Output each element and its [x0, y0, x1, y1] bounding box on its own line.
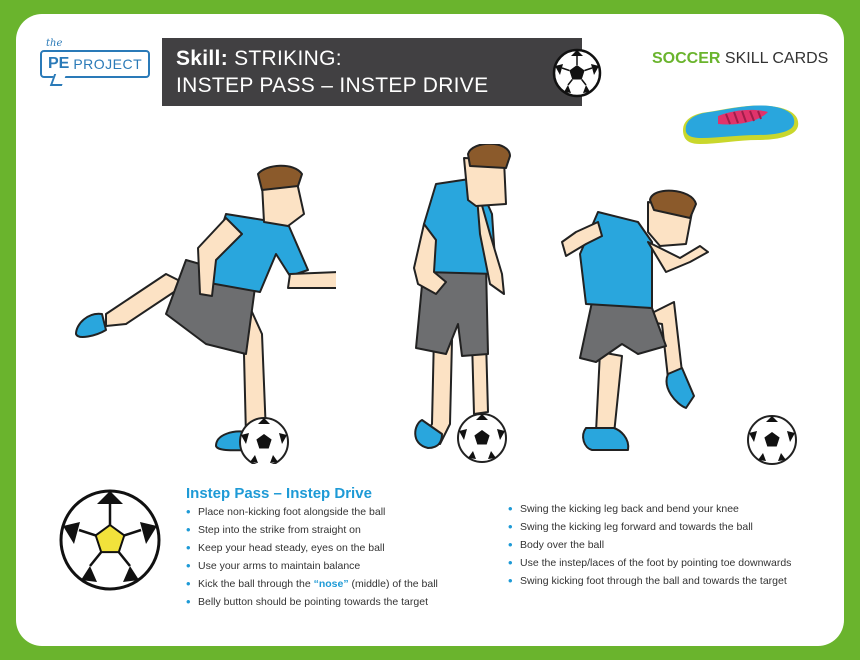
list-item: [186, 575, 438, 593]
list-item: • Body over the ball: [508, 536, 791, 554]
list-item: • Place non-kicking foot alongside the ball: [186, 503, 438, 521]
skill-name: STRIKING:: [234, 47, 342, 70]
kick-text-after: (middle) of the ball: [348, 578, 438, 590]
brand-rest: SKILL CARDS: [724, 50, 829, 67]
title-line-2: INSTEP PASS – INSTEP DRIVE: [176, 74, 489, 97]
kick-text-highlight: “nose”: [313, 578, 349, 590]
title-banner: [162, 38, 582, 106]
shoe-icon: [678, 100, 802, 150]
logo-the: the: [46, 38, 63, 49]
section-heading: Instep Pass – Instep Drive: [186, 485, 372, 502]
logo-speech-tail: [50, 74, 66, 86]
list-item: • Keep your head steady, eyes on the ball: [186, 539, 438, 557]
player-figure-backswing: [66, 164, 336, 464]
soccer-ball-icon: [552, 48, 602, 98]
skill-card: [16, 14, 844, 646]
kick-text-before: Kick the ball through the: [198, 578, 314, 590]
list-item: • Swing the kicking leg back and bend your knee: [508, 500, 791, 518]
instructions-col-2: [508, 500, 791, 590]
list-item: • Step into the strike from straight on: [186, 521, 438, 539]
player-figure-contact: [406, 144, 536, 474]
logo-pe: PE: [48, 55, 70, 72]
player-figure-follow-through: [556, 182, 806, 472]
list-item: • Use your arms to maintain balance: [186, 557, 438, 575]
title-line-1: [176, 47, 342, 71]
brand-soccer: SOCCER: [652, 50, 721, 67]
list-item: • Use the instep/laces of the foot by pointing toe downwards: [508, 554, 791, 572]
pe-project-logo: [40, 38, 150, 86]
instructions-col-1: [186, 503, 438, 611]
list-item: • Swing kicking foot through the ball and towards the target: [508, 572, 791, 590]
list-item: • Belly button should be pointing towards the target: [186, 593, 438, 611]
list-item: • Swing the kicking leg forward and towards the ball: [508, 518, 791, 536]
logo-project: PROJECT: [73, 56, 143, 72]
brand-label: [652, 50, 828, 68]
skill-label: Skill:: [176, 47, 228, 70]
soccer-ball-icon: [58, 488, 162, 592]
